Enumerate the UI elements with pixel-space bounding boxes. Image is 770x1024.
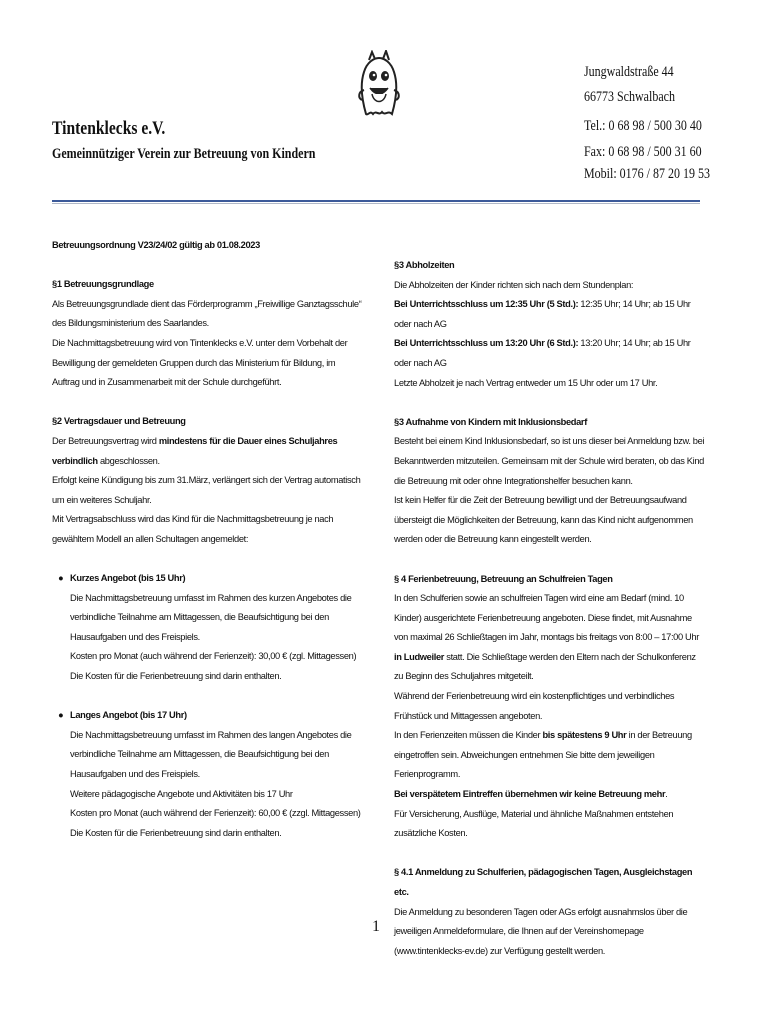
section-3a-intro: Die Abholzeiten der Kinder richten sich nach dem Stundenplan:	[394, 279, 634, 290]
ghost-mascot-logo-icon	[356, 50, 402, 122]
section-1-paragraph: Die Nachmittagsbetreuung wird von Tintenklecks e.V. unter dem Vorbehalt der Bewilligung der gemeldeten Gruppen durch das Ministerium für Bildung, im Auftrag und in Zusammenarbeit mit der Schule durchgeführt.	[52, 337, 348, 388]
section-4-paragraph: Während der Ferienbetreuung wird ein kostenpflichtiges und verbindliches Frühstück und Mittagessen angeboten.	[394, 691, 675, 721]
section-4-paragraph	[394, 589, 706, 687]
fax-number: Fax: 0 68 98 / 500 31 60	[584, 144, 702, 160]
offer-short-heading	[52, 569, 362, 589]
pickup-times: 13:20 Uhr; 14 Uhr; ab 15 Uhr oder nach AG	[394, 338, 691, 368]
section-1-paragraph: Als Betreuungsgrundlade dient das Förderprogramm „Freiwillige Ganztagsschule“ des Bildungsministerium des Saarlandes.	[52, 298, 362, 329]
text-run: abgeschlossen.	[97, 455, 160, 466]
section-4-heading: § 4 Ferienbetreuung, Betreuung an Schulfreien Tagen	[394, 573, 613, 584]
pickup-condition: Bei Unterrichtsschluss um 13:20 Uhr (6 Std.):	[394, 338, 579, 349]
section-2-heading: §2 Vertragsdauer und Betreuung	[52, 416, 186, 427]
document-title: Betreuungsordnung V23/24/02 gültig ab 01.08.2023	[52, 240, 260, 250]
section-4-1-paragraph: Die Anmeldung zu besonderen Tagen oder AGs erfolgt ausnahmslos über die jeweiligen Anmeldeformulare, die Ihnen auf der Vereinshomepage (www.tintenklecks-ev.de) zur Verfügung gestellt werden.	[394, 906, 688, 956]
text-run: Der Betreuungsvertrag wird	[52, 435, 159, 446]
emphasis-text: Bei verspätetem Eintreffen übernehmen wir keine Betreuung mehr	[394, 789, 666, 800]
offer-short-note: Die Kosten für die Ferienbetreuung sind darin enthalten.	[70, 671, 282, 682]
pickup-condition: Bei Unterrichtsschluss um 12:35 Uhr (5 Std.):	[394, 299, 579, 310]
offer-long-text: Die Nachmittagsbetreuung umfasst im Rahmen des langen Angebotes die verbindliche Teilnahme am Mittagessen, die Beaufsichtigung bei den Hausaufgaben und des Freispiels.	[70, 729, 352, 780]
page-number: 1	[372, 918, 380, 935]
emphasis-text: mindestens für die Dauer eines Schuljahres verbindlich	[52, 435, 338, 466]
section-3a-heading: §3 Abholzeiten	[394, 260, 455, 270]
section-3b-heading: §3 Aufnahme von Kindern mit Inklusionsbedarf	[394, 416, 587, 427]
pickup-row	[394, 295, 706, 334]
org-name: Tintenklecks e.V.	[52, 118, 166, 139]
pickup-row	[394, 334, 706, 373]
section-4-paragraph	[394, 785, 706, 805]
offer-short-text: Die Nachmittagsbetreuung umfasst im Rahmen des kurzen Angebotes die verbindliche Teilnahme am Mittagessen, die Beaufsichtigung bei den Hausaufgaben und des Freispiels.	[70, 592, 352, 642]
org-subtitle: Gemeinnütziger Verein zur Betreuung von Kindern	[52, 146, 316, 162]
text-run: .	[665, 789, 668, 800]
text-run: In den Schulferien sowie an schulfreien Tagen wird eine am Bedarf (mind. 10 Kinder) ausgerichtete Ferienbetreuung angeboten. Diese findet, mit Ausnahme von maximal 26 Schließtagen im Jahr, montags bis freitags von 8:00 – 17:00 Uhr	[394, 593, 699, 643]
pickup-times: 12:35 Uhr; 14 Uhr; ab 15 Uhr oder nach AG	[394, 299, 691, 329]
section-3b-paragraph: Besteht bei einem Kind Inklusionsbedarf, so ist uns dieser bei Anmeldung bzw. bei Bekanntwerden mitzuteilen. Gemeinsam mit der Schule wird beraten, ob das Kind die Betreuung mit oder ohne Integrationshelfer besuchen kann.	[394, 436, 705, 486]
pickup-last: Letzte Abholzeit je nach Vertrag entweder um 15 Uhr oder um 17 Uhr.	[394, 377, 658, 388]
section-2-paragraph: Mit Vertragsabschluss wird das Kind für die Nachmittagsbetreuung je nach gewähltem Modell an allen Schultagen angemeldet:	[52, 514, 334, 544]
offer-long-note: Die Kosten für die Ferienbetreuung sind darin enthalten.	[70, 827, 282, 838]
header-divider-shadow	[52, 203, 700, 204]
phone-number: Tel.: 0 68 98 / 500 30 40	[584, 118, 702, 134]
bullet-icon: ●	[58, 710, 64, 721]
section-4-1-heading: § 4.1 Anmeldung zu Schulferien, pädagogischen Tagen, Ausgleichstagen etc.	[394, 867, 693, 897]
emphasis-text: in Ludweiler	[394, 651, 445, 662]
bullet-icon: ●	[58, 573, 64, 584]
section-3b-paragraph: Ist kein Helfer für die Zeit der Betreuung bewilligt und der Betreuungsaufwand übersteigt die Möglichkeiten der Betreuung, kann das Kind nicht aufgenommen werden oder die Betreuung kann eingestellt werden.	[394, 495, 693, 545]
emphasis-text: bis spätestens 9 Uhr	[542, 730, 627, 741]
offer-long-extra: Weitere pädagogische Angebote und Aktivitäten bis 17 Uhr	[70, 788, 293, 799]
text-run: statt. Die Schließtage werden den Eltern nach der Schulkonferenz zu Beginn des Schuljahres mitgeteilt.	[394, 651, 696, 682]
left-column	[52, 236, 362, 843]
section-4-paragraph	[394, 726, 706, 785]
offer-long-title: Langes Angebot (bis 17 Uhr)	[70, 710, 187, 721]
offer-short-cost: Kosten pro Monat (auch während der Ferienzeit): 30,00 € (zgl. Mittagessen)	[70, 651, 357, 662]
mobile-number: Mobil: 0176 / 87 20 19 53	[584, 166, 711, 182]
text-run: In den Ferienzeiten müssen die Kinder	[394, 730, 543, 741]
address-street: Jungwaldstraße 44	[584, 64, 674, 80]
section-1-heading: §1 Betreuungsgrundlage	[52, 279, 154, 290]
section-2-paragraph: Erfolgt keine Kündigung bis zum 31.März, verlängert sich der Vertrag automatisch um ein weiteres Schuljahr.	[52, 475, 361, 505]
address-city: 66773 Schwalbach	[584, 89, 675, 105]
offer-long-heading	[52, 706, 362, 726]
offer-long-cost: Kosten pro Monat (auch während der Ferienzeit): 60,00 € (zzgl. Mittagessen)	[70, 808, 361, 819]
offer-short-title: Kurzes Angebot (bis 15 Uhr)	[70, 573, 186, 584]
header-divider	[52, 200, 700, 202]
text-run: in der Betreuung eingetroffen sein. Abweichungen entnehmen Sie bitte dem jeweiligen Ferienprogramm.	[394, 730, 692, 780]
section-4-paragraph: Für Versicherung, Ausflüge, Material und ähnliche Maßnahmen entstehen zusätzliche Kosten.	[394, 808, 674, 839]
section-2-paragraph	[52, 432, 362, 471]
right-column	[394, 256, 706, 961]
